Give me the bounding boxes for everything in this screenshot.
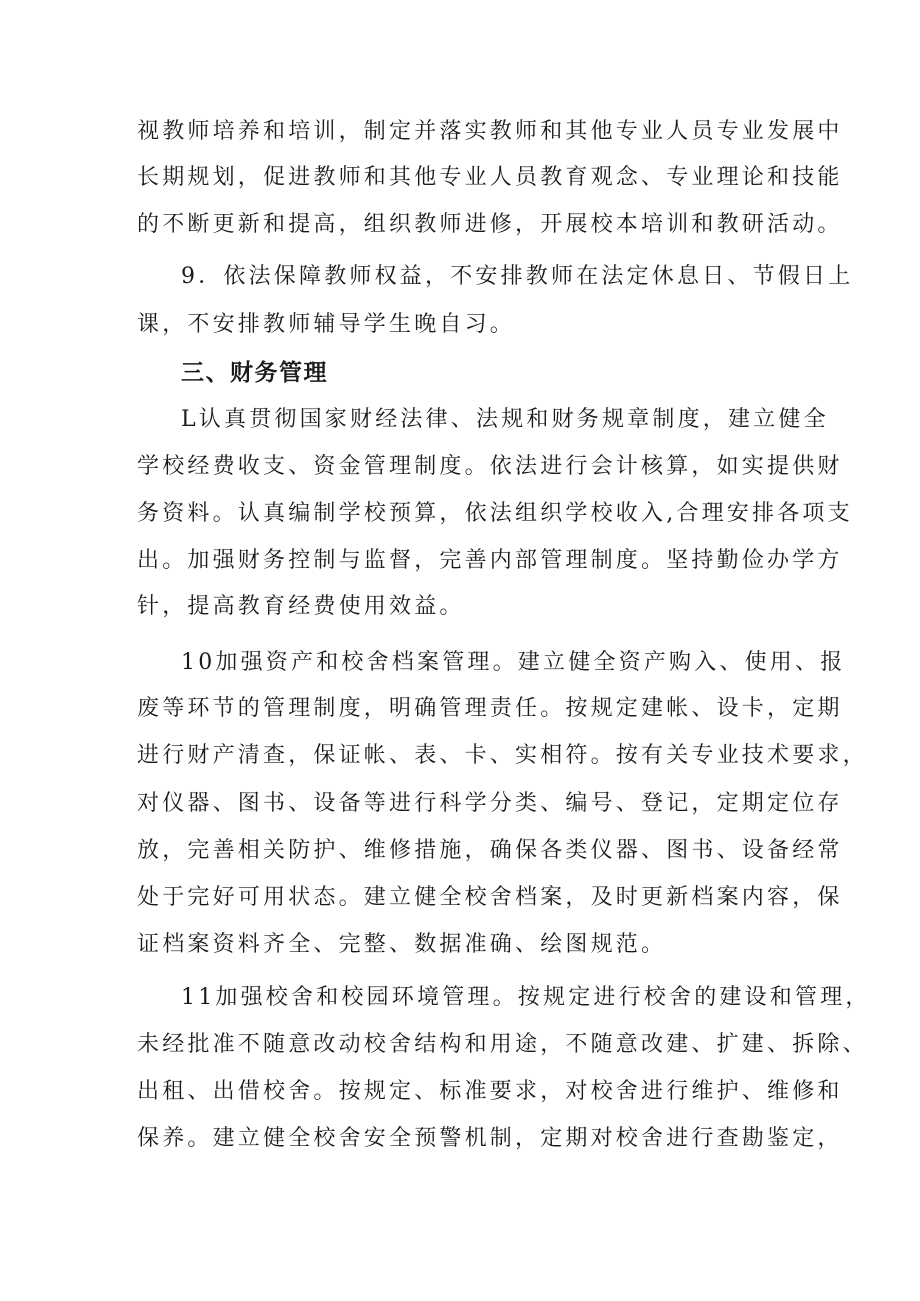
paragraph-5-line-1: 11加强校舍和校园环境管理。按规定进行校舍的建设和管理，: [181, 985, 871, 1010]
paragraph-4-line-2: 废等环节的管理制度，明确管理责任。按规定建帐、设卡，定期: [137, 696, 843, 721]
paragraph-3-line-1: L认真贯彻国家财经法律、法规和财务规章制度，建立健全: [181, 407, 829, 432]
paragraph-3-line-4: 出。加强财务控制与监督，完善内部管理制度。坚持勤俭办学方: [137, 548, 843, 573]
paragraph-4-line-1: 10加强资产和校舍档案管理。建立健全资产购入、使用、报: [181, 650, 846, 675]
section-heading: 三、财务管理: [181, 360, 328, 386]
paragraph-4-line-5: 放，完善相关防护、维修措施，确保各类仪器、图书、设备经常: [137, 838, 843, 863]
paragraph-3-line-5: 针，提高教育经费使用效益。: [137, 594, 465, 619]
paragraph-1-line-1: 视教师培养和培训，制定并落实教师和其他专业人员专业发展中: [137, 119, 843, 144]
paragraph-5-line-2: 未经批准不随意改动校舍结构和用途，不随意改建、扩建、拆除、: [137, 1032, 868, 1057]
paragraph-2-line-1: 9．依法保障教师权益，不安排教师在法定休息日、节假日上: [181, 264, 854, 289]
paragraph-4-line-7: 证档案资料齐全、完整、数据准确、绘图规范。: [137, 932, 667, 957]
paragraph-4-line-6: 处于完好可用状态。建立健全校舍档案，及时更新档案内容，保: [137, 885, 843, 910]
paragraph-2-line-2: 课，不安排教师辅导学生晚自习。: [137, 312, 516, 337]
paragraph-4-line-4: 对仪器、图书、设备等进行科学分类、编号、登记，定期定位存: [137, 791, 843, 816]
paragraph-1-line-3: 的不断更新和提高，组织教师进修，开展校本培训和教研活动。: [137, 212, 843, 237]
paragraph-1-line-2: 长期规划，促进教师和其他专业人员教育观念、专业理论和技能: [137, 165, 843, 190]
paragraph-5-line-3: 出租、出借校舍。按规定、标准要求，对校舍进行维护、维修和: [137, 1079, 843, 1104]
paragraph-3-line-2: 学校经费收支、资金管理制度。依法进行会计核算，如实提供财: [137, 454, 843, 479]
paragraph-5-line-4: 保养。建立健全校舍安全预警机制，定期对校舍进行查勘鉴定，: [137, 1126, 843, 1151]
paragraph-4-line-3: 进行财产清查，保证帐、表、卡、实相符。按有关专业技术要求，: [137, 743, 868, 768]
paragraph-3-line-3: 务资料。认真编制学校预算，依法组织学校收入,合理安排各项支: [137, 501, 853, 526]
